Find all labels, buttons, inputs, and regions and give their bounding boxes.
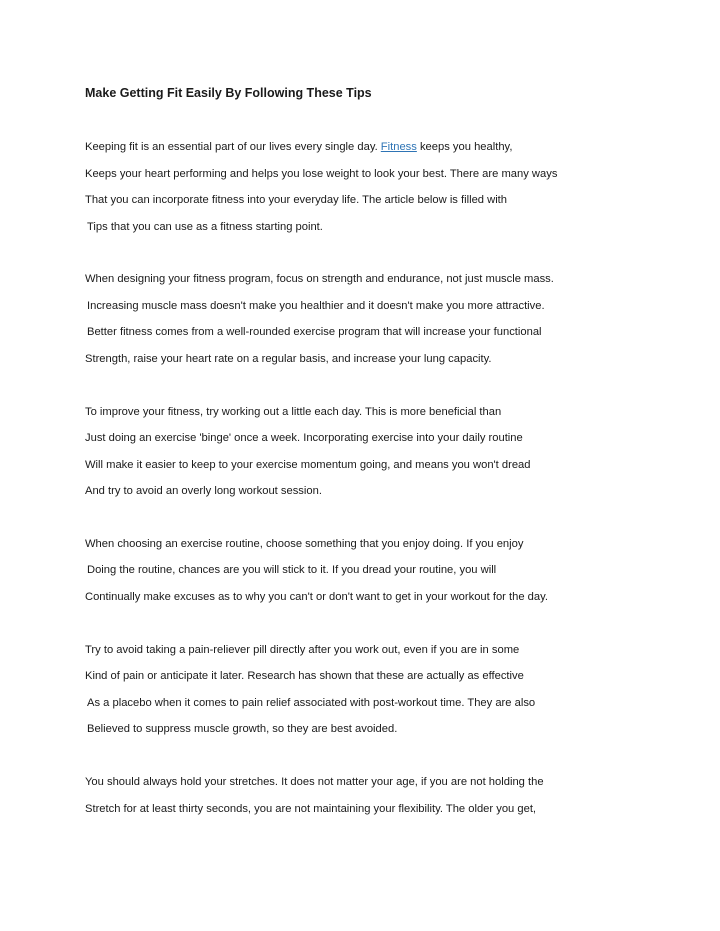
paragraph-4-line-1: When choosing an exercise routine, choose something that you enjoy doing. If you enjoy: [85, 538, 524, 550]
paragraph-5-line-2: Kind of pain or anticipate it later. Research has shown that these are actually as effective: [85, 670, 524, 682]
paragraph-5-line-1: Try to avoid taking a pain-reliever pill directly after you work out, even if you are in some: [85, 644, 520, 656]
paragraph-1-line-1-text-before: Keeping fit is an essential part of our lives every single day.: [85, 141, 381, 153]
paragraph-6-line-2: Stretch for at least thirty seconds, you are not maintaining your flexibility. The older you get,: [85, 803, 537, 815]
fitness-link[interactable]: Fitness: [380, 141, 417, 153]
paragraph-4-line-3: Continually make excuses as to why you can't or don't want to get in your workout for the day.: [85, 591, 548, 603]
paragraph-2-line-3: Better fitness comes from a well-rounded exercise program that will increase your functional: [87, 326, 542, 338]
paragraph-2-line-1: When designing your fitness program, focus on strength and endurance, not just muscle mass.: [85, 273, 554, 285]
paragraph-5-line-3: As a placebo when it comes to pain relief associated with post-workout time. They are also: [87, 697, 536, 709]
paragraph-6-line-1: You should always hold your stretches. It does not matter your age, if you are not holding the: [85, 776, 544, 788]
paragraph-4-line-2: Doing the routine, chances are you will stick to it. If you dread your routine, you will: [87, 564, 497, 576]
paragraph-2-line-2: Increasing muscle mass doesn't make you healthier and it doesn't make you more attractive.: [87, 300, 545, 312]
paragraph-1-line-3: That you can incorporate fitness into your everyday life. The article below is filled with: [85, 194, 508, 206]
document-title: Make Getting Fit Easily By Following These Tips: [85, 86, 372, 100]
paragraph-3-line-4: And try to avoid an overly long workout session.: [85, 485, 322, 497]
paragraph-2-line-4: Strength, raise your heart rate on a regular basis, and increase your lung capacity.: [85, 353, 492, 365]
paragraph-3-line-3: Will make it easier to keep to your exercise momentum going, and means you won't dread: [85, 459, 531, 471]
paragraph-1-line-2: Keeps your heart performing and helps you lose weight to look your best. There are many ways: [85, 168, 558, 180]
paragraph-5-line-4: Believed to suppress muscle growth, so they are best avoided.: [87, 723, 398, 735]
paragraph-1-line-4: Tips that you can use as a fitness starting point.: [87, 221, 323, 233]
paragraph-3-line-1: To improve your fitness, try working out a little each day. This is more beneficial than: [85, 406, 502, 418]
paragraph-3-line-2: Just doing an exercise 'binge' once a week. Incorporating exercise into your daily routine: [85, 432, 523, 444]
paragraph-1-line-1: [85, 140, 512, 154]
paragraph-1-line-1-text-after: keeps you healthy,: [416, 141, 513, 153]
